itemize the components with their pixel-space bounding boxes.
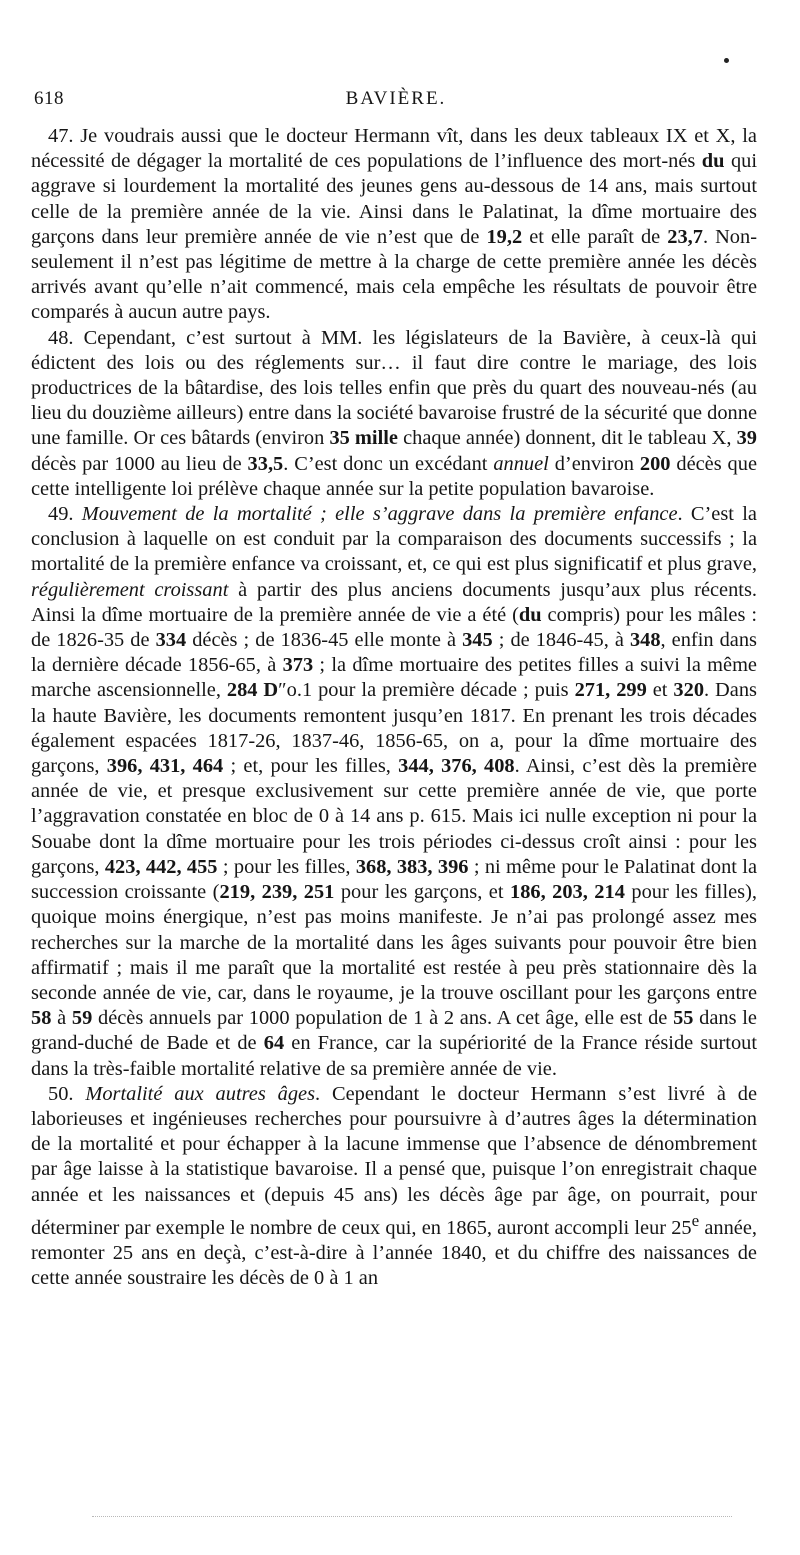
text-run: 55 (673, 1007, 694, 1030)
text-run: décès que cette intelligente loi prélève chaque année sur la petite population bavaroise. (31, 452, 757, 500)
bottom-print-residue (92, 1516, 732, 1517)
text-run: . Cependant le docteur Hermann s’est livré à de laborieuses et ingénieuses recherches pour poursuivre à d’autres âges la détermination de la mortalité et pour échapper à la lacune immense que l’absence de dénombrement par âge laisse à la statistique bavaroise. Il a pensé que, puisque l’on enregistrait chaque année et les naissances et (depuis 45 ans) les décès âge par âge, on pourrait, pour déterminer par exemple le nombre de ceux qui, en 1865, auront accompli leur 25 (31, 1082, 757, 1239)
text-run: 334 (155, 629, 187, 652)
text-run: 19,2 (486, 225, 523, 248)
text-run: 48. Cependant, c’est surtout à MM. les législateurs de la Bavière, à ceux-là qui édictent des lois ou des réglements sur… il faut dire contre le mariage, des lois productrices de la bâtardise, des lois telles enfin que près du quart des nouveau-nés (au lieu du douzième ailleurs) entre dans la société bavaroise frustré de la sécurité que donne une famille. Or ces bâtards (environ (31, 326, 757, 450)
text-run: 200 (639, 452, 671, 475)
text-run: 58 (31, 1007, 52, 1030)
text-run: dans le grand-duché de Bade et de (31, 1007, 757, 1055)
text-run: 35 mille (329, 427, 398, 450)
text-run: ; et, pour les filles, (223, 755, 399, 778)
text-run: 345 (462, 629, 493, 652)
page-header (34, 88, 758, 116)
text-run: 348 (629, 629, 661, 652)
text-run: compris) pour les mâles : de 1826-35 de (31, 603, 757, 652)
text-run: 284 D (226, 679, 279, 702)
text-run: . C’est donc un excédant (283, 452, 494, 475)
text-run: en France, car la supériorité de la France réside surtout dans la très-faible mortalité relative de sa première année de vie. (31, 1032, 757, 1080)
text-run: qui aggrave si lourdement la mortalité des jeunes gens au-dessous de 14 ans, mais surtout celle de la première année de la vie. Ainsi dans le Palatinat, la dîme mortuaire des garçons dans leur première année de vie n’est que de (31, 150, 757, 248)
text-run: 320 (673, 679, 705, 702)
text-run: 344, 376, 408 (398, 755, 515, 778)
text-run: d’environ (548, 452, 640, 475)
text-run: 50. (48, 1082, 86, 1105)
text-run: 373 (282, 654, 314, 677)
text-run: 423, 442, 455 (104, 855, 218, 878)
text-run: décès annuels par 1000 population de 1 à 2 ans. A cet âge, elle est de (92, 1007, 674, 1030)
text-run: décès par 1000 au lieu de (31, 452, 248, 475)
text-run: du (518, 603, 542, 626)
paragraph-49 (31, 502, 757, 1082)
text-run: pour les filles), quoique moins énergique, n’est pas moins manifeste. Je n’ai pas prolongé assez mes recherches sur la marche de la mortalité dans les âges suivants pour pouvoir être bien affirmatif ; mais il me paraît que la mortalité est restée à peu près stationnaire dès la seconde année de vie, car, dans le royaume, je la trouve oscillant pour les garçons entre (31, 881, 758, 1004)
text-run: ; ni même pour le Palatinat dont la succession croissante ( (31, 855, 757, 904)
text-run: année, remonter 25 ans en deçà, c’est-à-dire à l’année 1840, et du chiffre des naissances de cette année soustraire les décès de 0 à 1 an (31, 1216, 757, 1289)
text-run: . Dans la haute Bavière, les documents remontent jusqu’en 1817. En prenant les trois décades également espacées 1817-26, 1837-46, 1856-65, on a, pour la dîme mortuaire des garçons, (31, 679, 757, 778)
text-run: 396, 431, 464 (106, 755, 224, 778)
text-run: régulièrement croissant (31, 578, 229, 601)
text-run: annuel (493, 452, 549, 475)
text-run: ; pour les filles, (217, 855, 356, 878)
text-run: 271, 299 (574, 679, 647, 702)
body-text (31, 124, 757, 1291)
text-run: , enfin dans la dernière décade 1856-65, à (31, 629, 757, 677)
text-run: . C’est la conclusion à laquelle on est conduit par la comparaison des documents successifs ; la mortalité de la première enfance va croissant, et, ce qui est plus significatif et plus grave, (31, 503, 757, 576)
text-run: . Ainsi, c’est dès la première année de vie, et presque exclusivement sur cette première année de vie, que porte l’aggravation constatée en bloc de 0 à 14 ans p. 615. Mais ici nulle exception ni pour la Souabe dont la dîme mortuaire pour les trois périodes ci-dessus croît ainsi : pour les garçons, (31, 755, 757, 878)
text-run: Mouvement de la mortalité ; elle s’aggrave dans la première enfance (81, 503, 678, 526)
text-run: 64 (263, 1032, 285, 1055)
print-speck (724, 58, 729, 63)
text-run: 23,7 (667, 225, 703, 248)
text-run: ; de 1846-45, à (492, 629, 630, 652)
text-run: 33,5 (247, 452, 284, 475)
text-run: et elle paraît de (522, 225, 668, 248)
text-run: et (646, 679, 674, 702)
text-run: 39 (736, 427, 757, 450)
text-run: 49. (48, 503, 82, 526)
text-run: 186, 203, 214 (510, 881, 625, 904)
text-run: Mortalité aux autres âges (85, 1082, 316, 1105)
text-run: à (51, 1007, 72, 1030)
running-head: BAVIÈRE. (345, 88, 447, 109)
text-run: ; la dîme mortuaire des petites filles a suivi la même marche ascensionnelle, (31, 654, 757, 702)
text-run: 59 (71, 1007, 93, 1030)
text-run: du (701, 150, 725, 173)
text-run: 219, 239, 251 (219, 881, 335, 904)
text-run: 368, 383, 396 (355, 855, 469, 878)
paragraph-50 (31, 1082, 757, 1291)
text-run: à partir des plus anciens documents jusqu’aux plus récents. Ainsi la dîme mortuaire de la première année de vie a été ( (31, 578, 757, 626)
text-run: décès ; de 1836-45 elle monte à (186, 629, 463, 652)
text-run: e (691, 1210, 700, 1230)
paragraph-47 (31, 124, 757, 326)
text-run: ″o.1 pour la première décade ; puis (278, 679, 575, 702)
text-run: pour les garçons, et (334, 881, 510, 904)
text-run: 47. Je voudrais aussi que le docteur Hermann vît, dans les deux tableaux IX et X, la nécessité de dégager la mortalité de ces populations de l’influence des mort-nés (31, 125, 757, 173)
text-run: chaque année) donnent, dit le tableau X, (397, 427, 737, 450)
text-run: . Non-seulement il n’est pas légitime de mettre à la charge de cette première année les décès arrivés avant qu’elle n’ait commencé, mais cela empêche les résultats de pouvoir être comparés à aucun autre pays. (31, 225, 757, 324)
paragraph-48 (31, 326, 757, 502)
page-number: 618 (34, 88, 64, 109)
